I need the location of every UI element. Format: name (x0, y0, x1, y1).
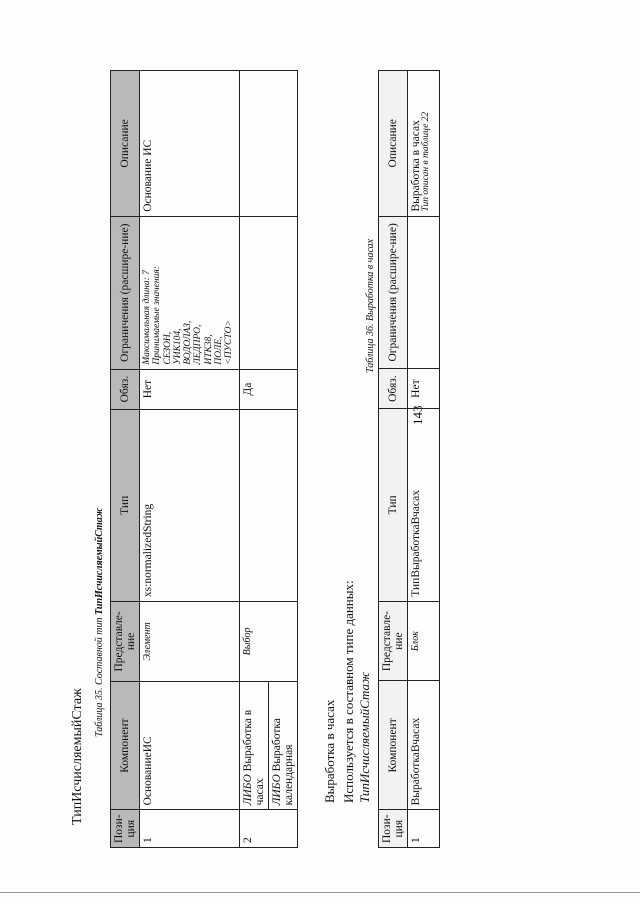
header-component: Компонент (111, 681, 140, 810)
cell-type: xs:normalizedString (140, 409, 240, 602)
header-required: Обяз. (111, 369, 140, 409)
subsection-title: Выработка в часах (322, 699, 337, 803)
table-row (240, 71, 298, 848)
description-note: Тип описан в таблице 22 (421, 111, 432, 212)
cell-description: Основание ИС (140, 71, 240, 217)
description-text: Выработка в часах (410, 120, 423, 212)
table-35 (110, 70, 298, 848)
cell-component: ВыработкаВчасах (408, 681, 440, 810)
section-title: ТипИсчисляемыйСтаж (70, 688, 85, 825)
cell-position: 2 (240, 810, 298, 848)
cell-description (240, 71, 298, 217)
cell-representation: Выбор (240, 602, 298, 682)
header-description: Описание (379, 71, 408, 217)
header-representation: Представле-ние (379, 601, 408, 681)
table1-caption-prefix: Таблица 35. Составной тип (94, 614, 105, 737)
table-row (408, 71, 440, 848)
cell-type: ТипВыработкаВчасах (408, 409, 440, 602)
header-required: Обяз. (379, 369, 408, 409)
choice-text: Выработка календарная (271, 718, 296, 806)
header-position: Пози-ция (379, 810, 408, 848)
page-edge-line (0, 892, 640, 893)
header-type: Тип (111, 409, 140, 602)
cell-required: Да (240, 369, 298, 409)
usage-type: ТипИсчисляемыйСтаж (357, 671, 372, 803)
cell-restrictions (408, 216, 440, 369)
table2-caption: Таблица 36. Выработка в часах (365, 238, 376, 373)
header-representation: Представле-ние (111, 602, 140, 682)
cell-description (408, 71, 440, 217)
choice-option (240, 682, 269, 810)
choice-text: Выработка в часах (242, 709, 267, 806)
table-header-row (379, 71, 408, 848)
table1-caption-type: ТипИсчисляемыйСтаж (94, 507, 105, 615)
cell-required: Нет (140, 369, 240, 409)
choice-option (269, 682, 297, 810)
cell-representation: Элемент (140, 602, 240, 682)
page-number: 143 (410, 405, 425, 425)
cell-representation: Блок (408, 601, 440, 681)
usage-note: Используется в составном типе данных: (341, 580, 356, 803)
header-description: Описание (111, 71, 140, 217)
header-component: Компонент (379, 681, 408, 810)
cell-restrictions: Максимальная длина: 7 Принимаемые значения: СЕЗОН, УИК104, ВОДОЛАЗ, ЛЕДПРО, ИТК38, ПОЛЕ, <ПУСТО> (140, 216, 240, 369)
header-type: Тип (379, 409, 408, 602)
table-header-row (111, 71, 140, 848)
header-restrictions: Ограничения (расшире-ние) (111, 216, 140, 369)
choice-prefix: ЛИБО (271, 774, 284, 806)
cell-component: ОснованиеИС (140, 681, 240, 810)
cell-component-choice (240, 681, 298, 810)
table-row (140, 71, 240, 848)
cell-type (240, 409, 298, 602)
cell-required: Нет (408, 369, 440, 409)
header-position: Пози-ция (111, 810, 140, 848)
cell-position: 1 (140, 810, 240, 848)
choice-prefix: ЛИБО (242, 774, 255, 806)
cell-position: 1 (408, 810, 440, 848)
cell-restrictions (240, 216, 298, 369)
header-restrictions: Ограничения (расшире-ние) (379, 216, 408, 369)
table1-caption (94, 508, 105, 737)
table-36 (378, 70, 440, 848)
